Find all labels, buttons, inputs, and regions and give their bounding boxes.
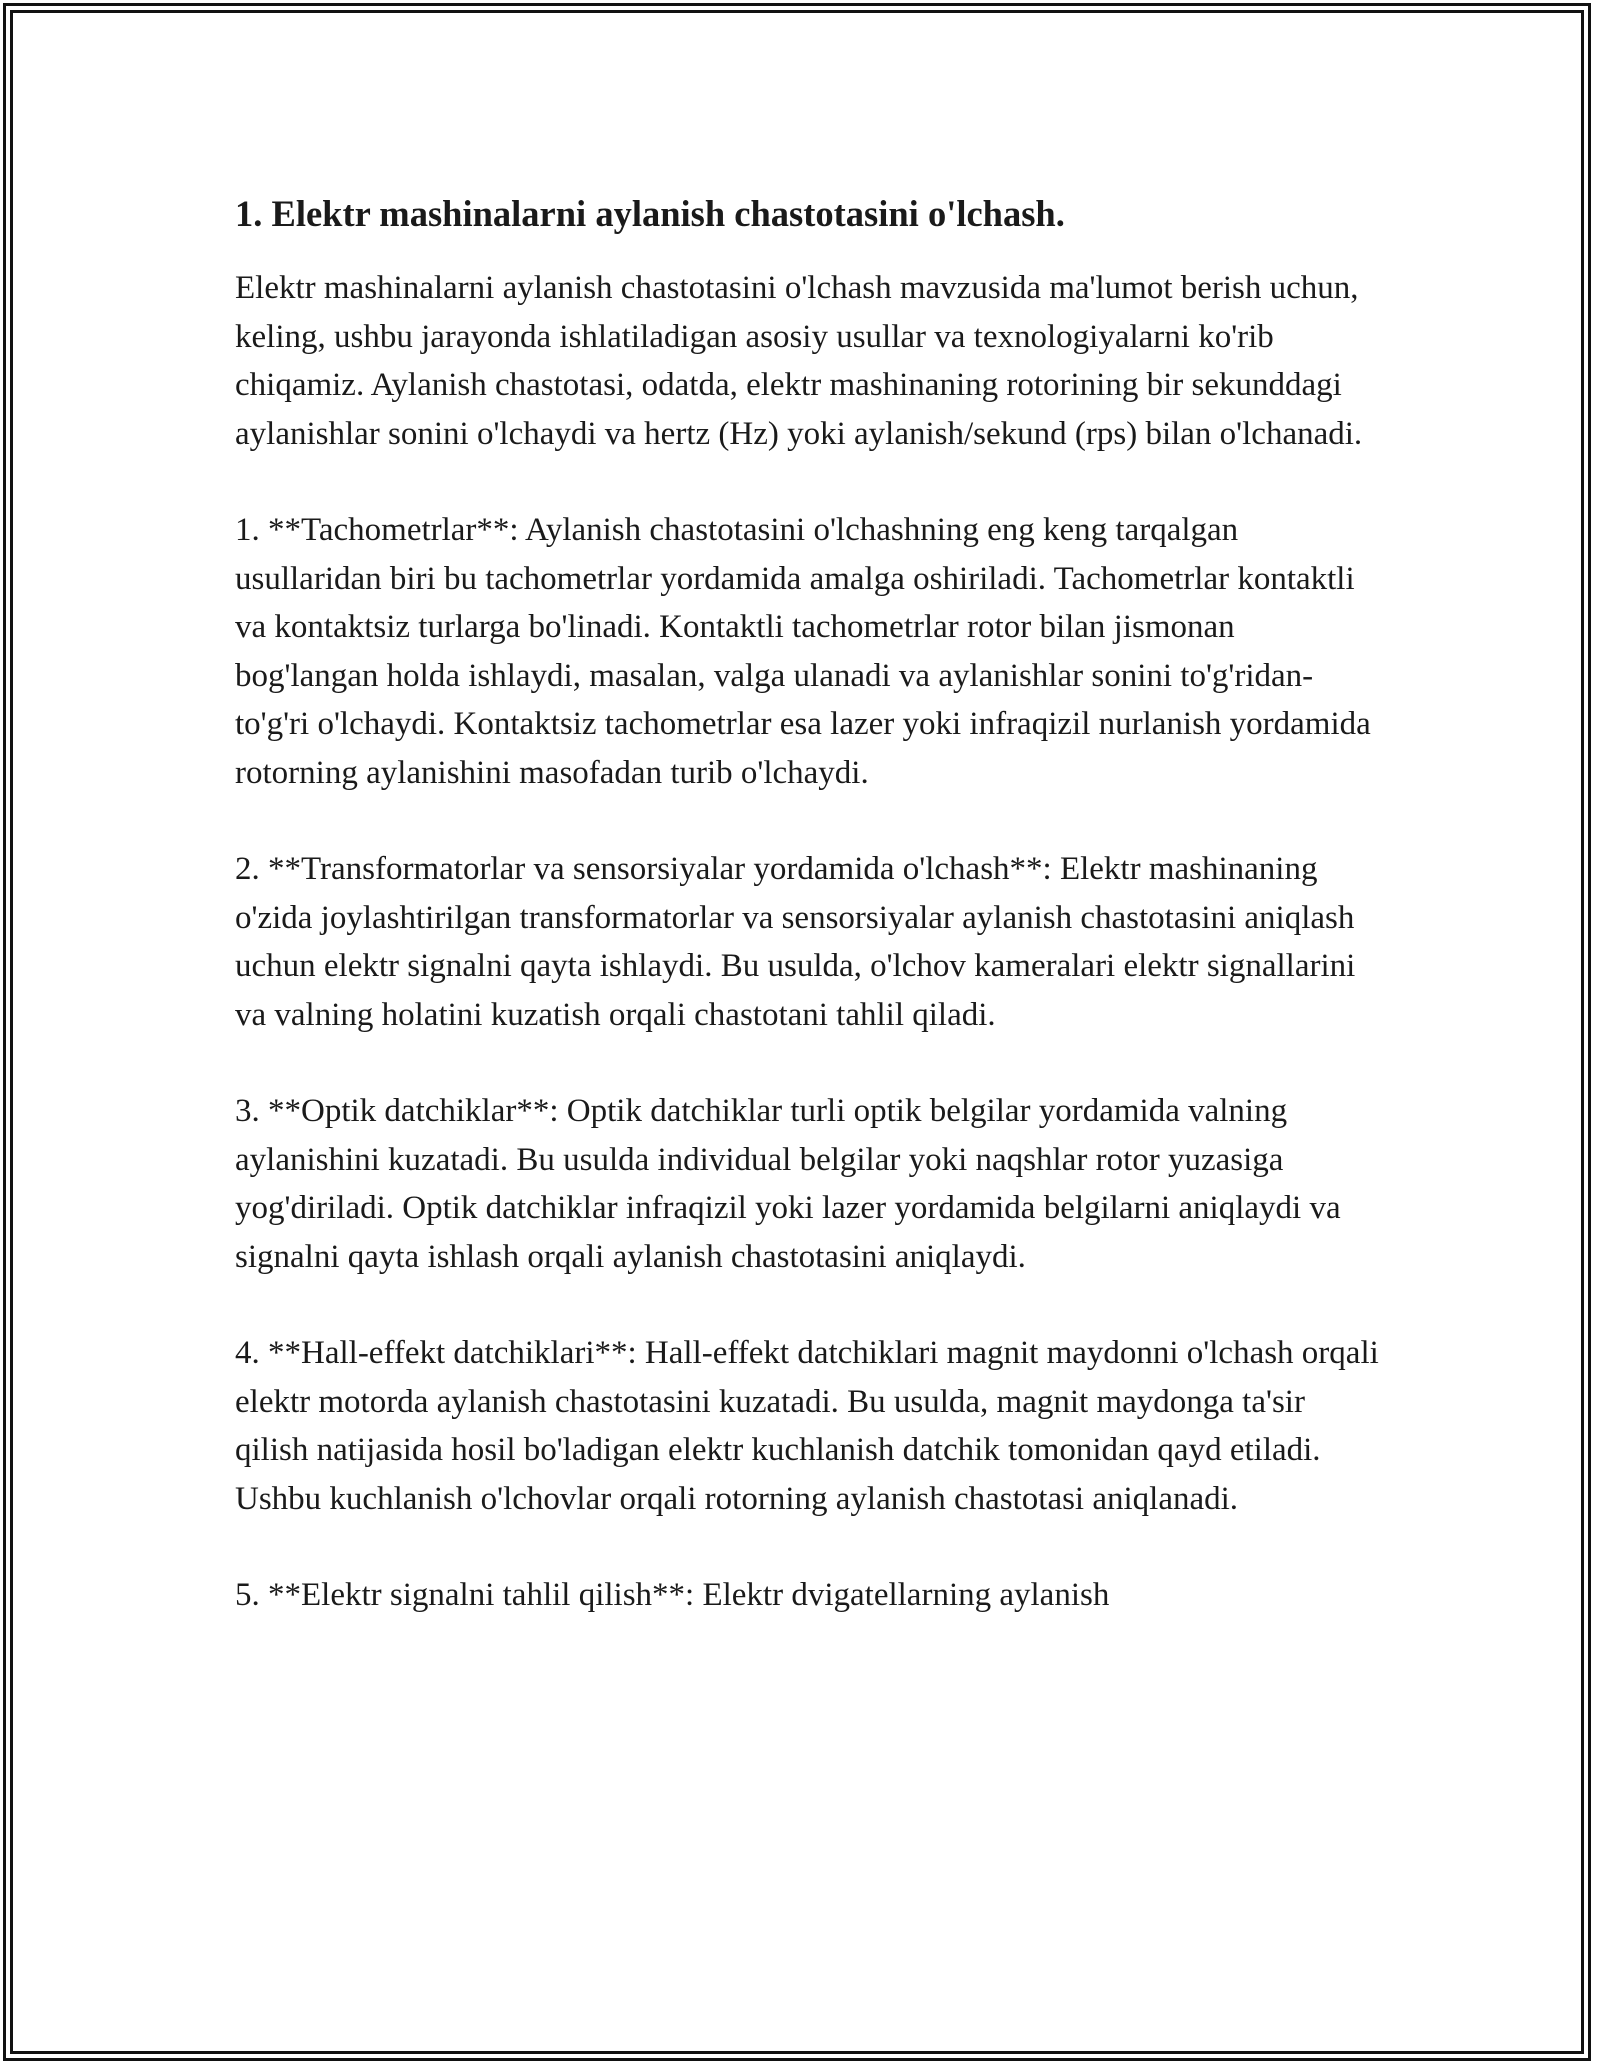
intro-paragraph: Elektr mashinalarni aylanish chastotasini o'lchash mavzusida ma'lumot berish uchun, keling, ushbu jarayonda ishlatiladigan asosiy usullar va texnologiyalarni ko'rib chiqamiz. Aylanish chastotasi, odatda, elektr mashinaning rotorining bir sekunddagi aylanishlar sonini o'lchaydi va hertz (Hz) yoki aylanish/sekund (rps) bilan o'lchanadi.	[235, 270, 1363, 452]
paragraph-hall-effekt: 4. **Hall-effekt datchiklari**: Hall-effekt datchiklari magnit maydonni o'lchash orqali elektr motorda aylanish chastotasini kuzatadi. Bu usulda, magnit maydonga ta'sir qilish natijasida hosil bo'ladigan elektr kuchlanish datchik tomonidan qayd etiladi. Ushbu kuchlanish o'lchovlar orqali rotorning aylanish chastotasi aniqlanadi.	[235, 1335, 1379, 1517]
paragraph-optik-datchiklar: 3. **Optik datchiklar**: Optik datchiklar turli optik belgilar yordamida valning aylanishini kuzatadi. Bu usulda individual belgilar yoki naqshlar rotor yuzasiga yog'diriladi. Optik datchiklar infraqizil yoki lazer yordamida belgilarni aniqlaydi va signalni qayta ishlash orqali aylanish chastotasini aniqlaydi.	[235, 1093, 1341, 1275]
paragraph-tachometrlar: 1. **Tachometrlar**: Aylanish chastotasini o'lchashning eng keng tarqalgan usullaridan biri bu tachometrlar yordamida amalga oshiriladi. Tachometrlar kontaktli va kontaktsiz turlarga bo'linadi. Kontaktli tachometrlar rotor bilan jismonan bog'langan holda ishlaydi, masalan, valga ulanadi va aylanishlar sonini to'g'ridan-to'g'ri o'lchaydi. Kontaktsiz tachometrlar esa lazer yoki infraqizil nurlanish yordamida rotorning aylanishini masofadan turib o'lchaydi.	[235, 512, 1371, 791]
paragraph-transformatorlar: 2. **Transformatorlar va sensorsiyalar yordamida o'lchash**: Elektr mashinaning o'zida joylashtirilgan transformatorlar va sensorsiyalar aylanish chastotasini aniqlash uchun elektr signalni qayta ishlaydi. Bu usulda, o'lchov kameralari elektr signallarini va valning holatini kuzatish orqali chastotani tahlil qiladi.	[235, 851, 1356, 1033]
document-body	[235, 186, 1380, 1620]
paragraph-elektr-signal: 5. **Elektr signalni tahlil qilish**: Elektr dvigatellarning aylanish	[235, 1577, 1110, 1613]
document-title: 1. Elektr mashinalarni aylanish chastotasini o'lchash.	[235, 193, 1065, 234]
